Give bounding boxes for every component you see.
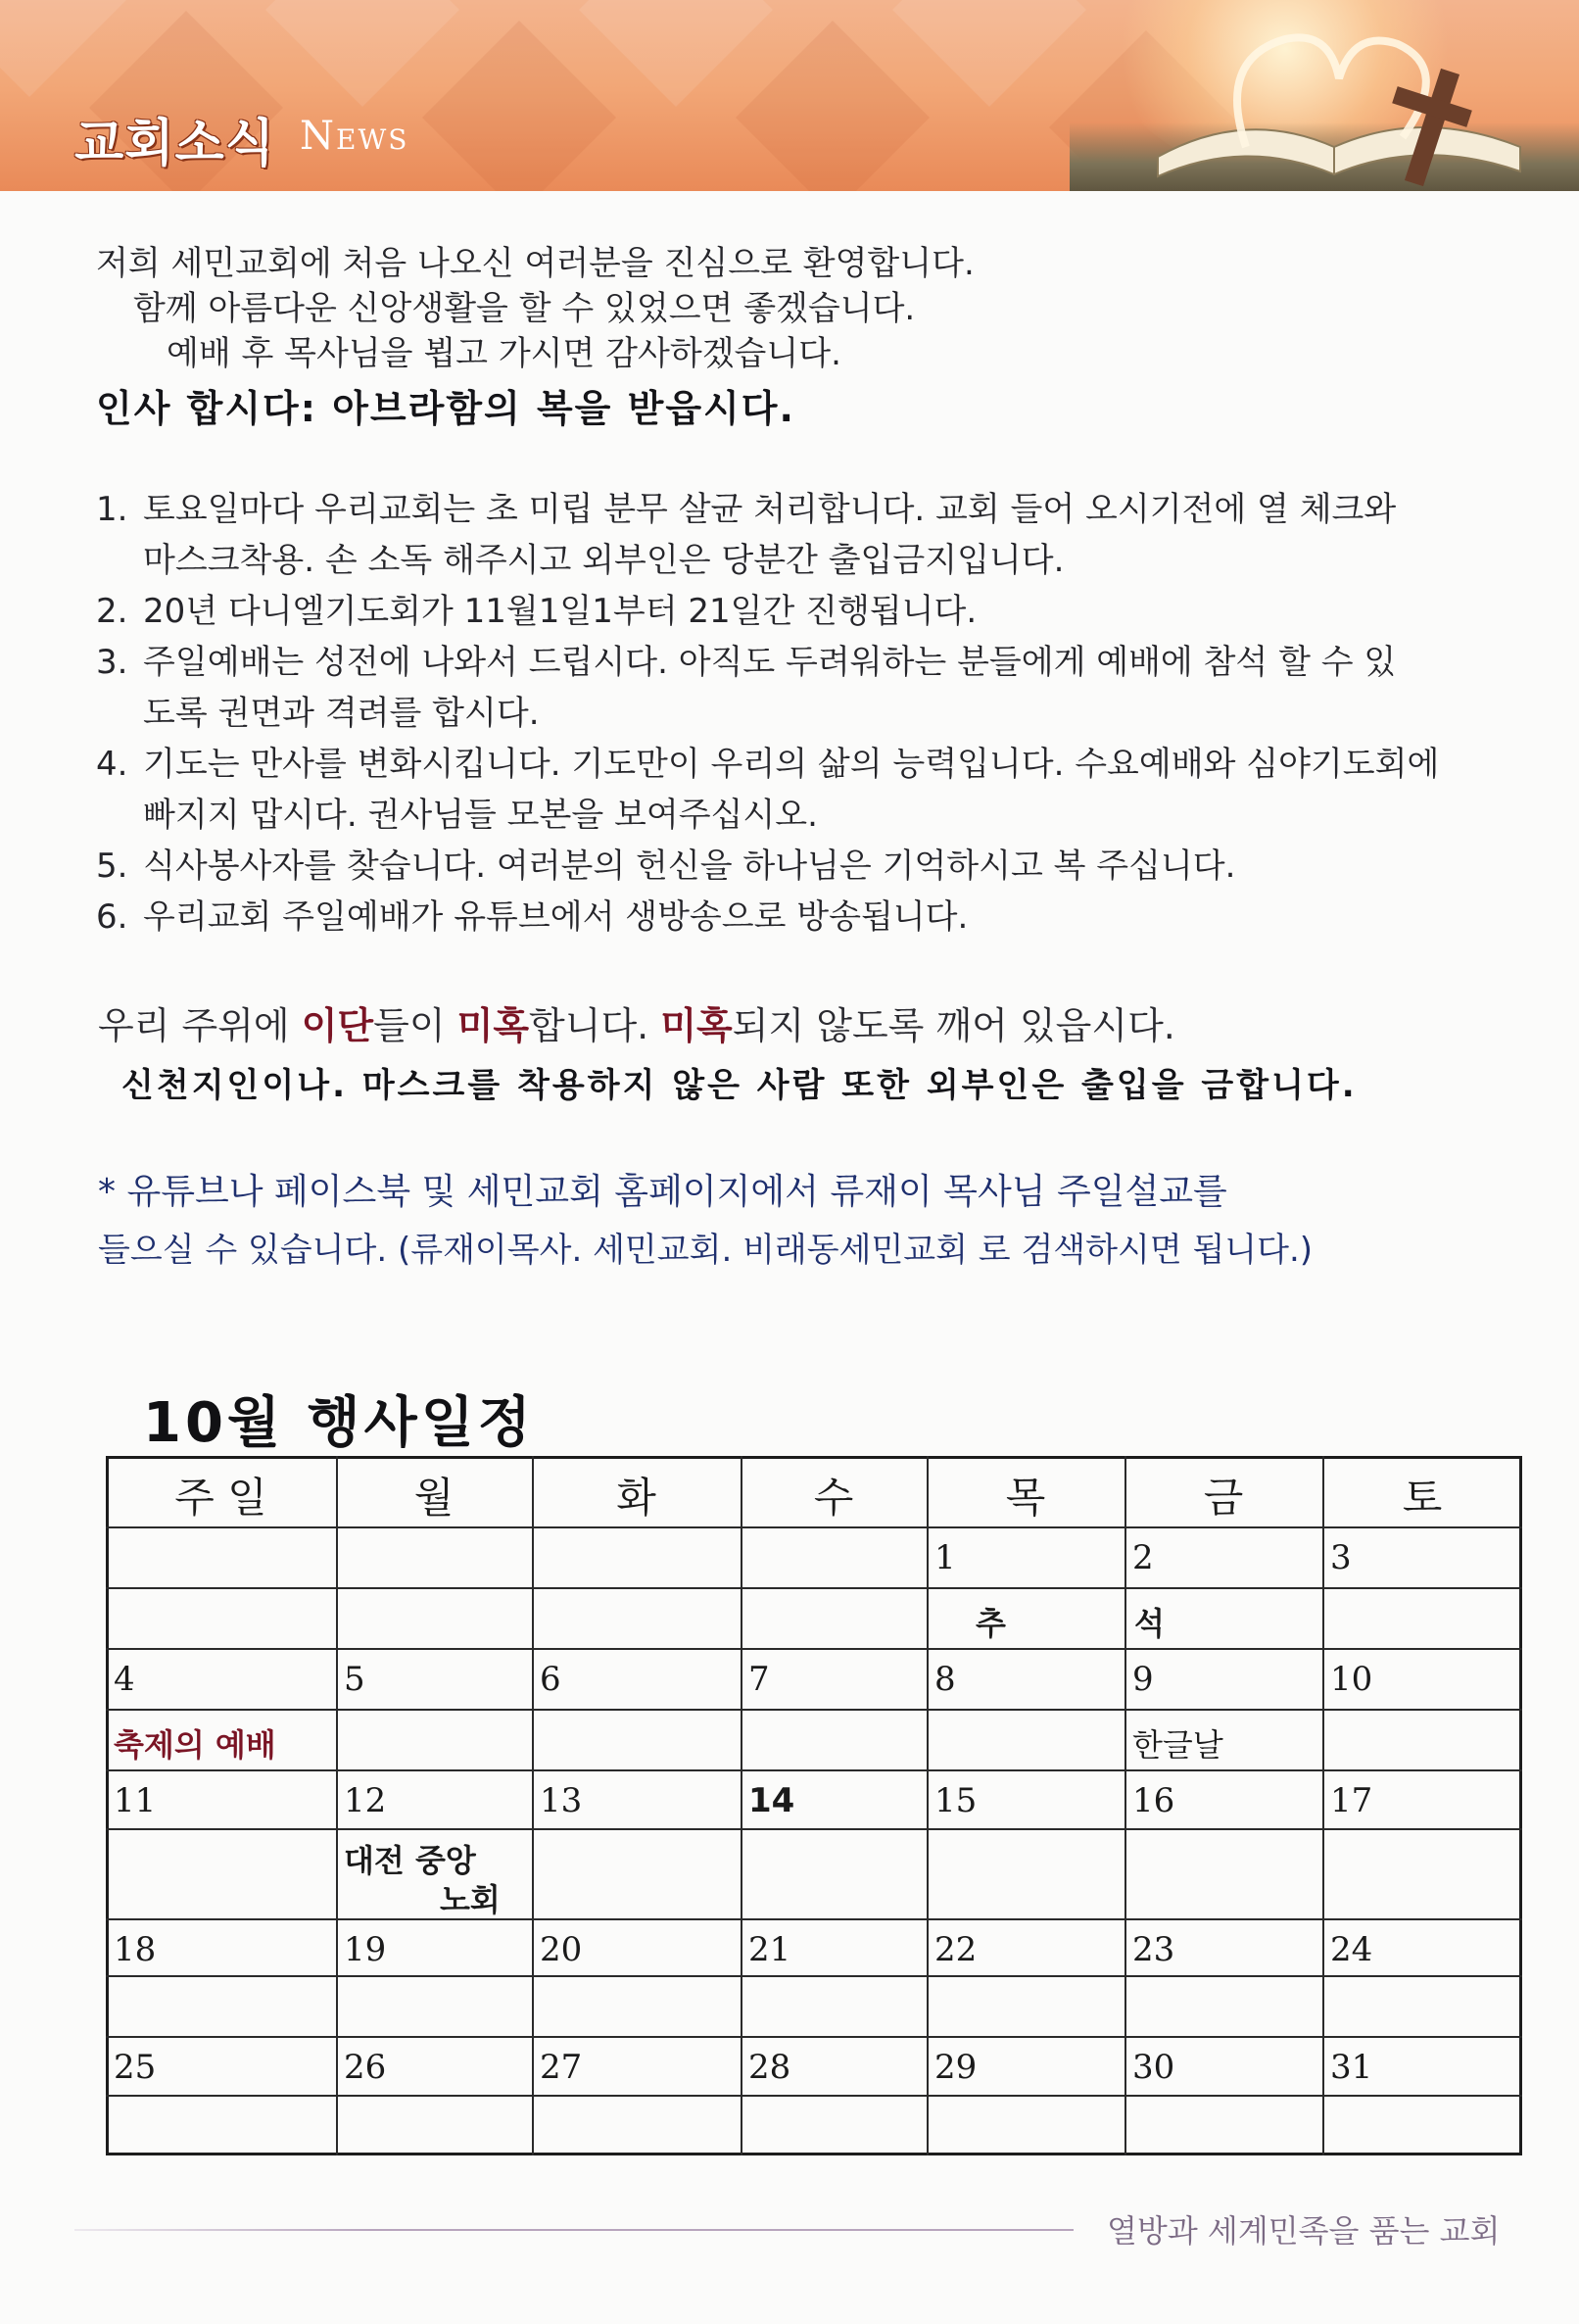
notice-text: 도록 권면과 격려를 합시다.	[143, 694, 540, 733]
warning-text: 합니다.	[529, 1004, 661, 1047]
calendar-col-line	[1124, 1456, 1126, 2155]
calendar-day-number: 6	[540, 1660, 561, 1699]
calendar-day-number: 2	[1132, 1538, 1154, 1577]
footer-divider	[74, 2229, 1074, 2231]
notice-list	[96, 484, 1546, 943]
youtube-line-1: * 유튜브나 페이스북 및 세민교회 홈페이지에서 류재이 목사님 주일설교를	[98, 1172, 1227, 1212]
calendar-day-number: 14	[748, 1781, 795, 1820]
calendar-col-line	[927, 1456, 929, 2155]
calendar-day-number: 17	[1330, 1781, 1373, 1820]
warning-text: 우리 주위에	[98, 1004, 302, 1047]
calendar-row-line	[106, 1587, 1522, 1589]
calendar-day-number: 7	[748, 1660, 770, 1699]
notice-item	[96, 892, 1546, 943]
calendar-row-line	[106, 1769, 1522, 1771]
notice-number: 4.	[96, 745, 128, 784]
calendar-header-cell: 금	[1203, 1474, 1244, 1522]
header-banner	[0, 0, 1579, 191]
warning-highlight: 미혹	[456, 1004, 530, 1047]
notice-text: 20년 다니엘기도회가 11월1일1부터 21일간 진행됩니다.	[143, 592, 978, 631]
calendar-day-number: 20	[540, 1930, 583, 1969]
calendar-event: 한글날	[1132, 1726, 1223, 1764]
calendar-header-cell: 수	[813, 1474, 854, 1522]
calendar-event: 대전 중앙	[344, 1842, 476, 1879]
calendar-row-line	[106, 1975, 1522, 1977]
calendar-day-number: 16	[1132, 1781, 1175, 1820]
notice-text: 빠지지 맙시다. 권사님들 모본을 보여주십시오.	[143, 796, 818, 835]
calendar-row-line	[106, 1526, 1522, 1528]
notice-item	[96, 841, 1546, 892]
notice-number: 3.	[96, 643, 128, 682]
bible-cross-icon	[1128, 0, 1540, 191]
calendar-day-number: 18	[114, 1930, 157, 1969]
notice-text: 주일예배는 성전에 나와서 드립시다. 아직도 두려워하는 분들에게 예배에 참석 할 수 있	[143, 643, 1397, 682]
notice-number: 6.	[96, 897, 128, 937]
calendar-day-number: 26	[344, 2048, 387, 2087]
calendar-day-number: 22	[934, 1930, 978, 1969]
calendar-event: 축제의 예배	[114, 1726, 276, 1764]
calendar-header-cell: 토	[1402, 1474, 1443, 1522]
section-title: 교회소식	[74, 115, 275, 173]
calendar-day-number: 9	[1132, 1660, 1154, 1699]
calendar-day-number: 13	[540, 1781, 583, 1820]
calendar-col-line	[532, 1456, 534, 2155]
welcome-line-3: 예배 후 목사님을 뵙고 가시면 감사하겠습니다.	[167, 334, 841, 373]
notice-item	[96, 586, 1546, 637]
calendar-day-number: 30	[1132, 2048, 1175, 2087]
calendar-day-number: 3	[1330, 1538, 1352, 1577]
notice-text: 식사봉사자를 찾습니다. 여러분의 헌신을 하나님은 기억하시고 복 주십니다.	[143, 847, 1236, 886]
calendar-day-number: 11	[114, 1781, 157, 1820]
calendar-day-number: 28	[748, 2048, 791, 2087]
calendar-col-line	[1322, 1456, 1324, 2155]
calendar-row-line	[106, 1648, 1522, 1650]
calendar-event: 추	[976, 1605, 1006, 1642]
warning-line-1	[98, 995, 1175, 1049]
calendar-header-cell: 월	[413, 1474, 455, 1522]
calendar-col-line	[741, 1456, 742, 2155]
calendar-header-cell: 목	[1005, 1474, 1046, 1522]
calendar-day-number: 4	[114, 1660, 135, 1699]
warning-line-2: 신천지인이나. 마스크를 착용하지 않은 사람 또한 외부인은 출입을 금합니다.	[121, 1066, 1358, 1105]
calendar-row-line	[106, 1828, 1522, 1830]
notice-item	[96, 484, 1546, 586]
notice-text: 기도는 만사를 변화시킵니다. 기도만이 우리의 삶의 능력입니다. 수요예배와 심야기도회에	[143, 745, 1440, 784]
calendar-event: 석	[1134, 1605, 1165, 1642]
calendar-day-number: 27	[540, 2048, 583, 2087]
warning-highlight: 미혹	[660, 1004, 733, 1047]
calendar-header-cell: 화	[616, 1474, 656, 1522]
calendar-day-number: 1	[934, 1538, 956, 1577]
calendar-row-line	[106, 2036, 1522, 2038]
notice-item	[96, 637, 1546, 739]
calendar-row-line	[106, 2095, 1522, 2097]
notice-text: 마스크착용. 손 소독 해주시고 외부인은 당분간 출입금지입니다.	[143, 541, 1065, 580]
calendar-row-line	[106, 1709, 1522, 1711]
notice-number: 1.	[96, 490, 128, 529]
calendar-day-number: 31	[1330, 2048, 1373, 2087]
calendar-day-number: 29	[934, 2048, 978, 2087]
notice-text: 우리교회 주일예배가 유튜브에서 생방송으로 방송됩니다.	[143, 897, 969, 937]
welcome-line-1: 저희 세민교회에 처음 나오신 여러분을 진심으로 환영합니다.	[96, 244, 975, 283]
calendar-day-number: 23	[1132, 1930, 1175, 1969]
calendar-day-number: 24	[1330, 1930, 1373, 1969]
calendar-day-number: 10	[1330, 1660, 1373, 1699]
calendar-row-line	[106, 1918, 1522, 1920]
calendar-day-number: 5	[344, 1660, 365, 1699]
greeting-line: 인사 합시다: 아브라함의 복을 받읍시다.	[96, 387, 795, 430]
footer-slogan: 열방과 세계민족을 품는 교회	[1107, 2212, 1501, 2250]
section-title-en: News	[300, 114, 409, 159]
notice-item	[96, 739, 1546, 841]
warning-text: 되지 않도록 깨어 있읍시다.	[732, 1004, 1175, 1047]
calendar-header-cell: 주 일	[174, 1474, 267, 1522]
welcome-line-2: 함께 아름다운 신앙생활을 할 수 있었으면 좋겠습니다.	[133, 289, 916, 328]
warning-highlight: 이단	[301, 1004, 374, 1047]
notice-text: 토요일마다 우리교회는 초 미립 분무 살균 처리합니다. 교회 들어 오시기전에 열 체크와	[143, 490, 1397, 529]
calendar-day-number: 25	[114, 2048, 157, 2087]
warning-text: 들이	[373, 1004, 457, 1047]
calendar-day-number: 12	[344, 1781, 387, 1820]
notice-number: 5.	[96, 847, 128, 886]
calendar-day-number: 21	[748, 1930, 791, 1969]
notice-number: 2.	[96, 592, 128, 631]
calendar-day-number: 15	[934, 1781, 978, 1820]
youtube-line-2: 들으실 수 있습니다. (류재이목사. 세민교회. 비래동세민교회 로 검색하시면 됩니다.)	[98, 1231, 1314, 1270]
calendar-day-number: 19	[344, 1930, 387, 1969]
calendar-frame	[106, 1456, 1522, 2155]
calendar-day-number: 8	[934, 1660, 956, 1699]
calendar-event: 노회	[440, 1881, 501, 1918]
calendar-title: 10월 행사일정	[143, 1391, 535, 1455]
calendar-col-line	[336, 1456, 338, 2155]
